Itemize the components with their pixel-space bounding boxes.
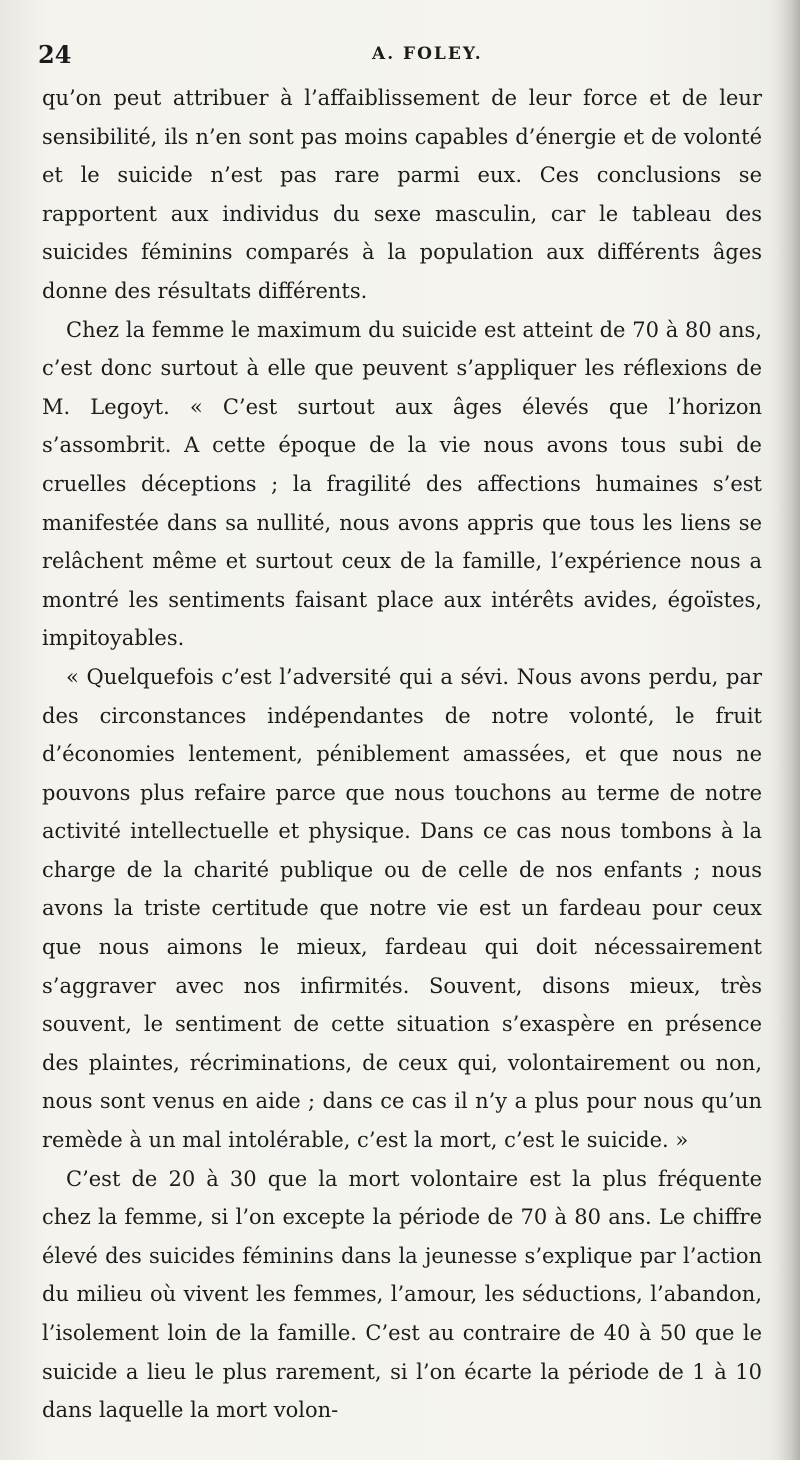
page-edge-shadow bbox=[778, 0, 800, 1460]
body-text bbox=[42, 79, 762, 1430]
running-head: A. FOLEY. bbox=[372, 44, 483, 64]
page-header bbox=[38, 40, 758, 74]
page-number: 24 bbox=[38, 40, 72, 69]
paragraph-4: C’est de 20 à 30 que la mort volontaire est la plus fréquente chez la femme, si l’on excepte la période de 70 à 80 ans. Le chiffre élevé des suicides féminins dans la jeunesse s’explique par l’action du milieu où vivent les femmes, l’amour, les séductions, l’abandon, l’isolement loin de la famille. C’est au contraire de 40 à 50 que le suicide a lieu le plus rarement, si l’on écarte la période de 1 à 10 dans laquelle la mort volon- bbox=[42, 1166, 762, 1423]
paragraph-2: Chez la femme le maximum du suicide est atteint de 70 à 80 ans, c’est donc surtout à elle que peuvent s’appliquer les réflexions de M. Legoyt. « C’est surtout aux âges élevés que l’horizon s’assombrit. A cette époque de la vie nous avons tous subi de cruelles déceptions ; la fragilité des affections humaines s’est manifestée dans sa nullité, nous avons appris que tous les liens se relâchent même et surtout ceux de la famille, l’expérience nous a montré les sentiments faisant place aux intérêts avides, égoïstes, impitoyables. bbox=[42, 317, 762, 651]
paragraph-3: « Quelquefois c’est l’adversité qui a sévi. Nous avons perdu, par des circonstances indépendantes de notre volonté, le fruit d’économies lentement, péniblement amassées, et que nous ne pouvons plus refaire parce que nous touchons au terme de notre activité intellectuelle et physique. Dans ce cas nous tombons à la charge de la charité publique ou de celle de nos enfants ; nous avons la triste certitude que notre vie est un fardeau pour ceux que nous aimons le mieux, fardeau qui doit nécessairement s’aggraver avec nos infirmités. Souvent, disons mieux, très souvent, le sentiment de cette situation s’exaspère en présence des plaintes, récriminations, de ceux qui, volontairement ou non, nous sont venus en aide ; dans ce cas il n’y a plus pour nous qu’un remède à un mal intolérable, c’est la mort, c’est le suicide. » bbox=[42, 664, 762, 1153]
paragraph-1: qu’on peut attribuer à l’affaiblissement de leur force et de leur sensibilité, ils n’en sont pas moins capables d’énergie et de volonté et le suicide n’est pas rare parmi eux. Ces conclusions se rapportent aux individus du sexe masculin, car le tableau des suicides féminins comparés à la population aux différents âges donne des résultats différents. bbox=[42, 86, 762, 303]
